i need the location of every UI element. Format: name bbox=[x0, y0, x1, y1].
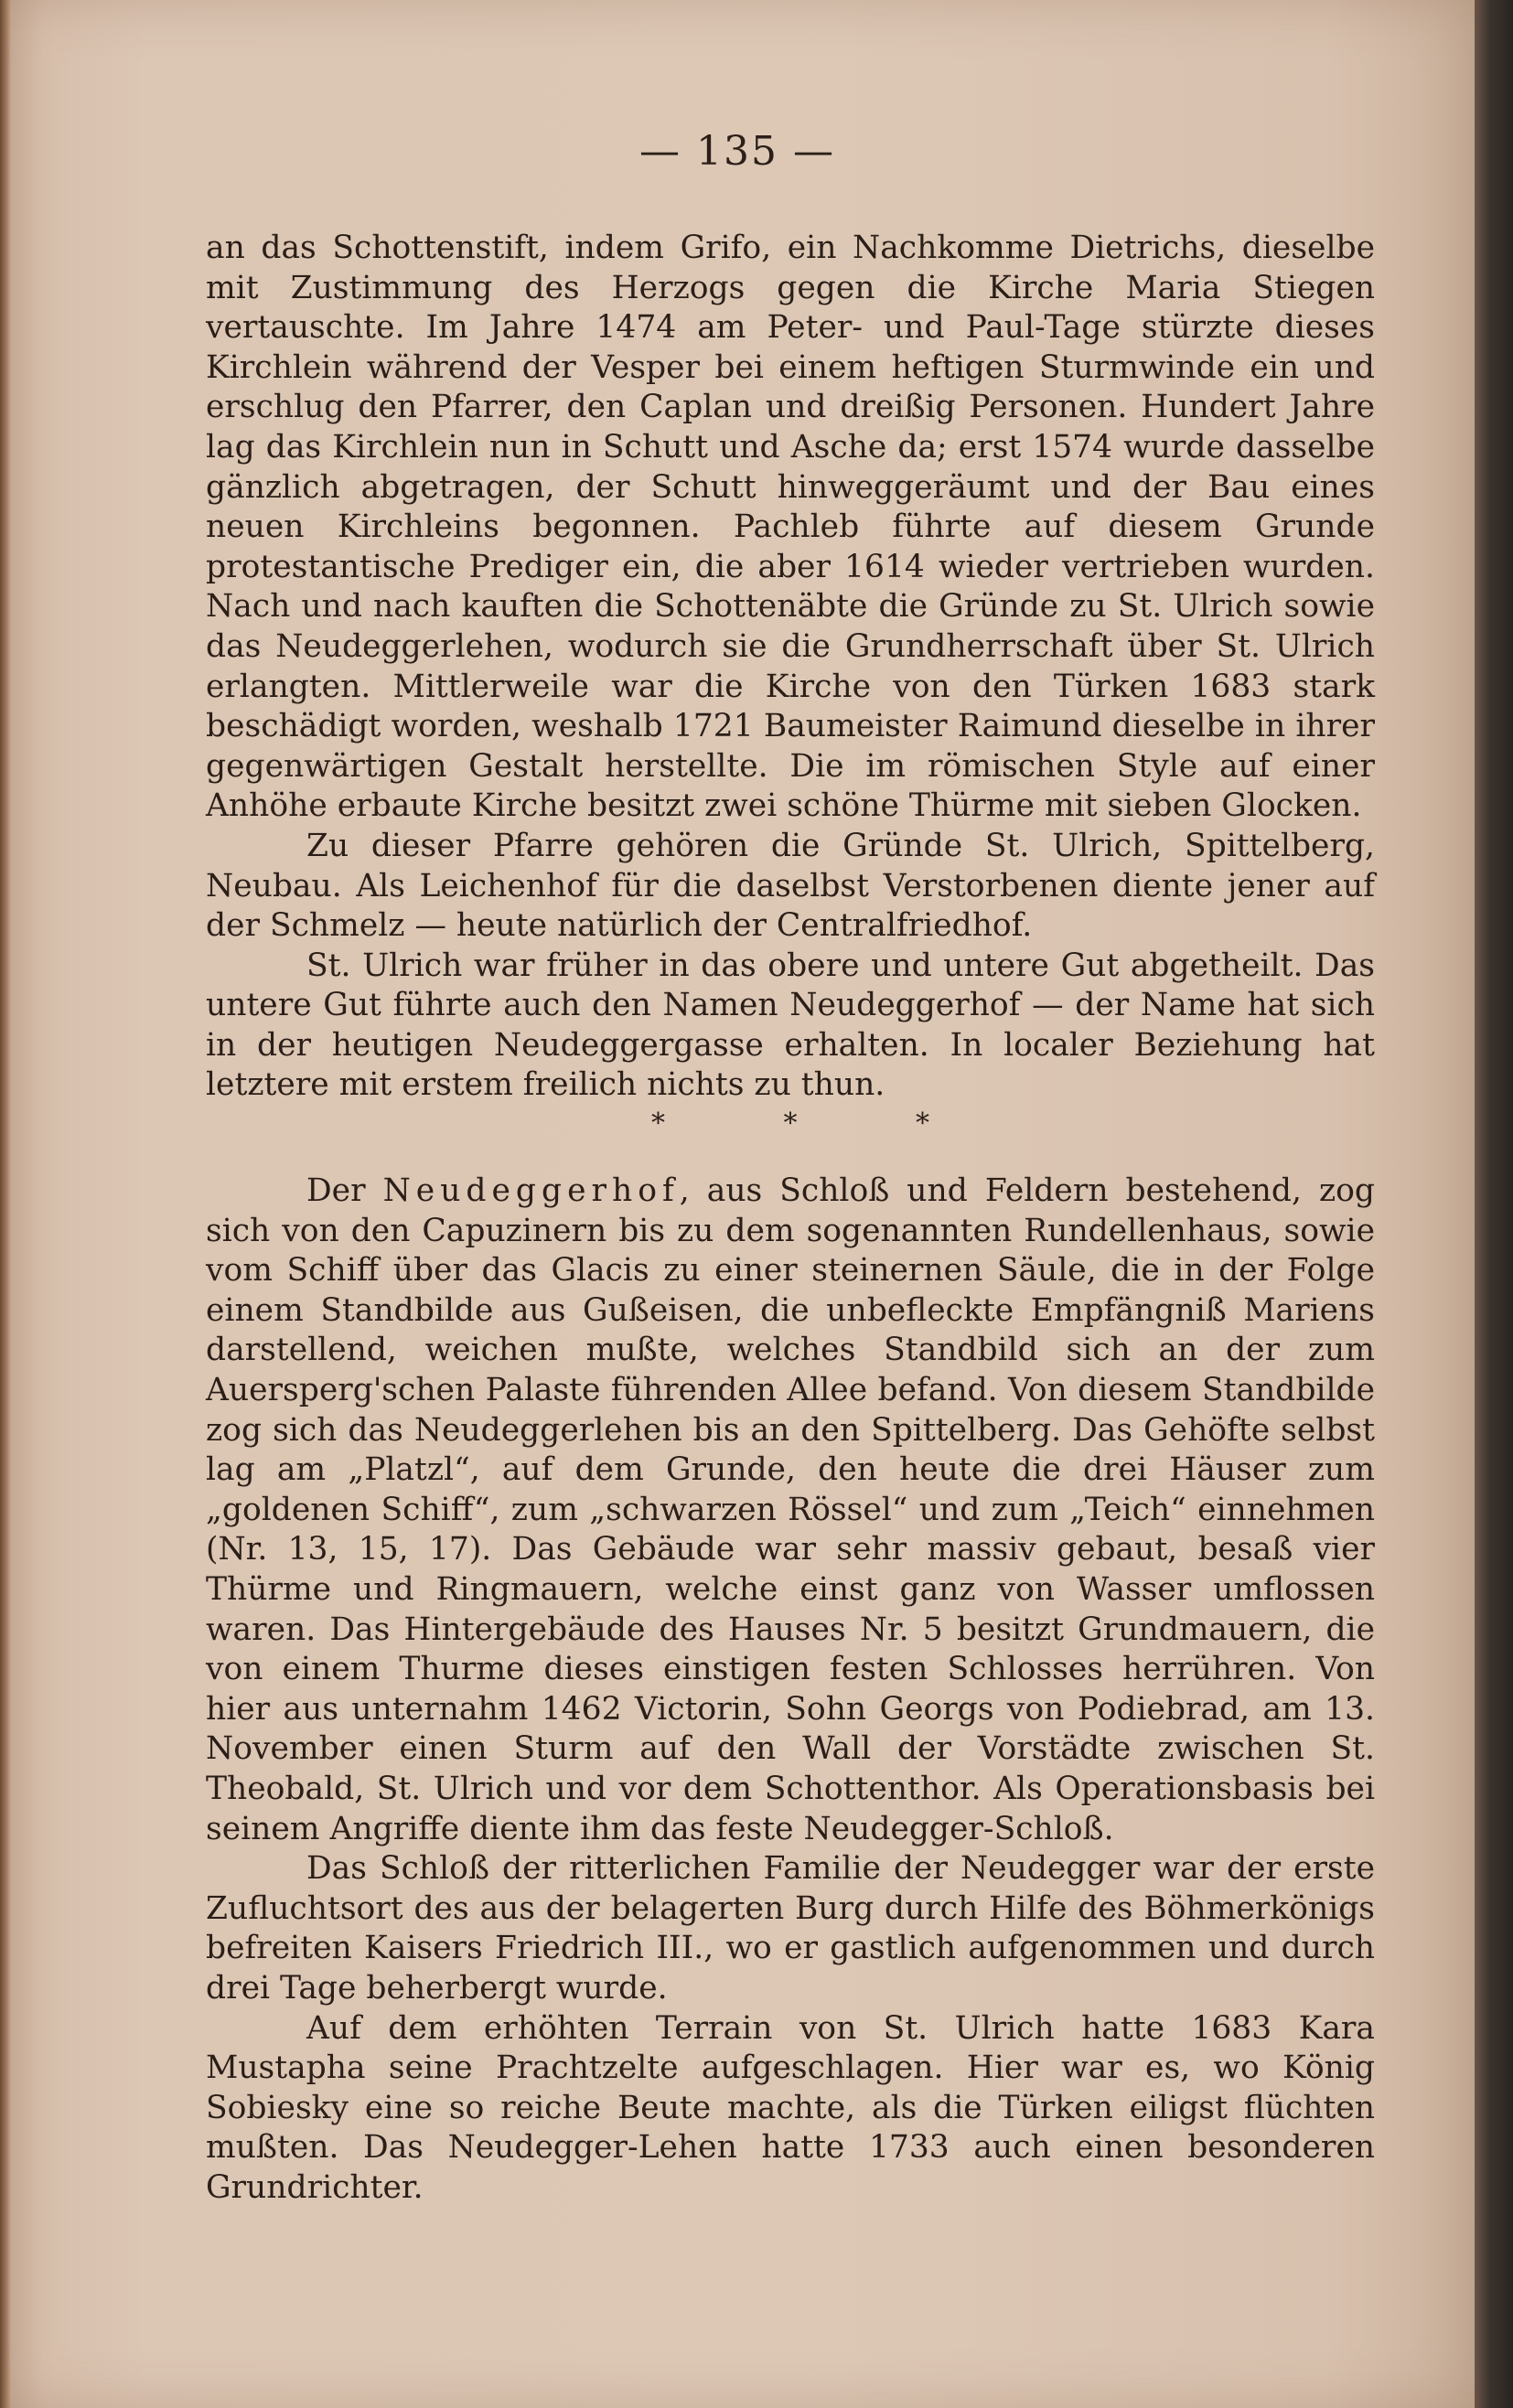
body-text bbox=[206, 229, 1375, 2209]
paragraph-4 bbox=[206, 1172, 1375, 1849]
page-number: — 135 — bbox=[639, 128, 835, 175]
paragraph-3-sentence-1: St. Ulrich war früher in das obere und untere Gut abgetheilt. Das untere Gut führte auch den Namen Neudeggerhof — der Name hat sich in der heutigen Neudeggergasse erhalten. In localer Beziehung hat letztere mit erstem freilich nichts zu thun. bbox=[206, 947, 1375, 1104]
section-asterism: * * * bbox=[650, 1108, 985, 1140]
page-right-shadow bbox=[1475, 0, 1513, 2408]
paragraph-4-rest: , aus Schloß und Feldern bestehend, zog sich von den Capuzinern bis zu dem sogenannten Rundellenhaus, sowie vom Schiff über das Glacis zu einer steinernen Säule, die in der Folge einem Standbilde aus Gußeisen, die unbefleckte Empfängniß Mariens darstellend, weichen mußte, welches Standbild sich an der zum Auersperg'schen Palaste führenden Allee befand. Von diesem Standbilde zog sich das Neudeggerlehen bis an den Spittelberg. Das Gehöfte selbst lag am „Platzl“, auf dem Grunde, den heute die drei Häuser zum „goldenen Schiff“, zum „schwarzen Rössel“ und zum „Teich“ einnehmen (Nr. 13, 15, 17). Das Gebäude war sehr massiv gebaut, besaß vier Thürme und Ringmauern, welche einst ganz von Wasser umflossen waren. Das Hintergebäude des Hauses Nr. 5 besitzt Grundmauern, die von einem Thurme dieses einstigen festen Schlosses herrühren. Von hier aus unternahm 1462 Victorin, Sohn Georgs von Podiebrad, am 13. November einen Sturm auf den Wall der Vorstädte zwischen St. Theobald, St. Ulrich und vor dem Schottenthor. Als Operationsbasis bei seinem Angriffe diente ihm das feste Neudegger-Schloß. bbox=[206, 1172, 1375, 1847]
paragraph-6: Auf dem erhöhten Terrain von St. Ulrich hatte 1683 Kara Mustapha seine Prachtzelte aufgeschlagen. Hier war es, wo König Sobiesky eine so reiche Beute machte, als die Türken eiligst flüchten mußten. Das Neudegger-Lehen hatte 1733 auch einen besonderen Grundrichter. bbox=[206, 2009, 1375, 2206]
paragraph-4-lead: Der bbox=[306, 1172, 366, 1210]
page-binding-edge bbox=[0, 0, 11, 2408]
spaced-term-neudeggerhof: Neudeggerhof bbox=[382, 1172, 680, 1210]
paragraph-5: Das Schloß der ritterlichen Familie der Neudegger war der erste Zufluchtsort des aus der belagerten Burg durch Hilfe des Böhmerkönigs befreiten Kaisers Friedrich III., wo er gastlich aufgenommen und durch drei Tage beherbergt wurde. bbox=[206, 1850, 1375, 2007]
paragraph-3 bbox=[206, 947, 1375, 1106]
paragraph-2: Zu dieser Pfarre gehören die Gründe St. Ulrich, Spittelberg, Neubau. Als Leichenhof für die daselbst Verstorbenen diente jener auf der Schmelz — heute natürlich der Centralfriedhof. bbox=[206, 827, 1375, 945]
paragraph-1: an das Schottenstift, indem Grifo, ein Nachkomme Dietrichs, dieselbe mit Zustimmung des Herzogs gegen die Kirche Maria Stiegen vertauschte. Im Jahre 1474 am Peter- und Paul-Tage stürzte dieses Kirchlein während der Vesper bei einem heftigen Sturmwinde ein und erschlug den Pfarrer, den Caplan und dreißig Personen. Hundert Jahre lag das Kirchlein nun in Schutt und Asche da; erst 1574 wurde dasselbe gänzlich abgetragen, der Schutt hinweggeräumt und der Bau eines neuen Kirchleins begonnen. Pachleb führte auf diesem Grunde protestantische Prediger ein, die aber 1614 wieder vertrieben wurden. Nach und nach kauften die Schottenäbte die Gründe zu St. Ulrich sowie das Neudeggerlehen, wodurch sie die Grundherrschaft über St. Ulrich erlangten. Mittlerweile war die Kirche von den Türken 1683 stark beschädigt worden, weshalb 1721 Baumeister Raimund dieselbe in ihrer gegenwärtigen Gestalt herstellte. Die im römischen Style auf einer Anhöhe erbaute Kirche besitzt zwei schöne Thürme mit sieben Glocken. bbox=[206, 230, 1375, 825]
